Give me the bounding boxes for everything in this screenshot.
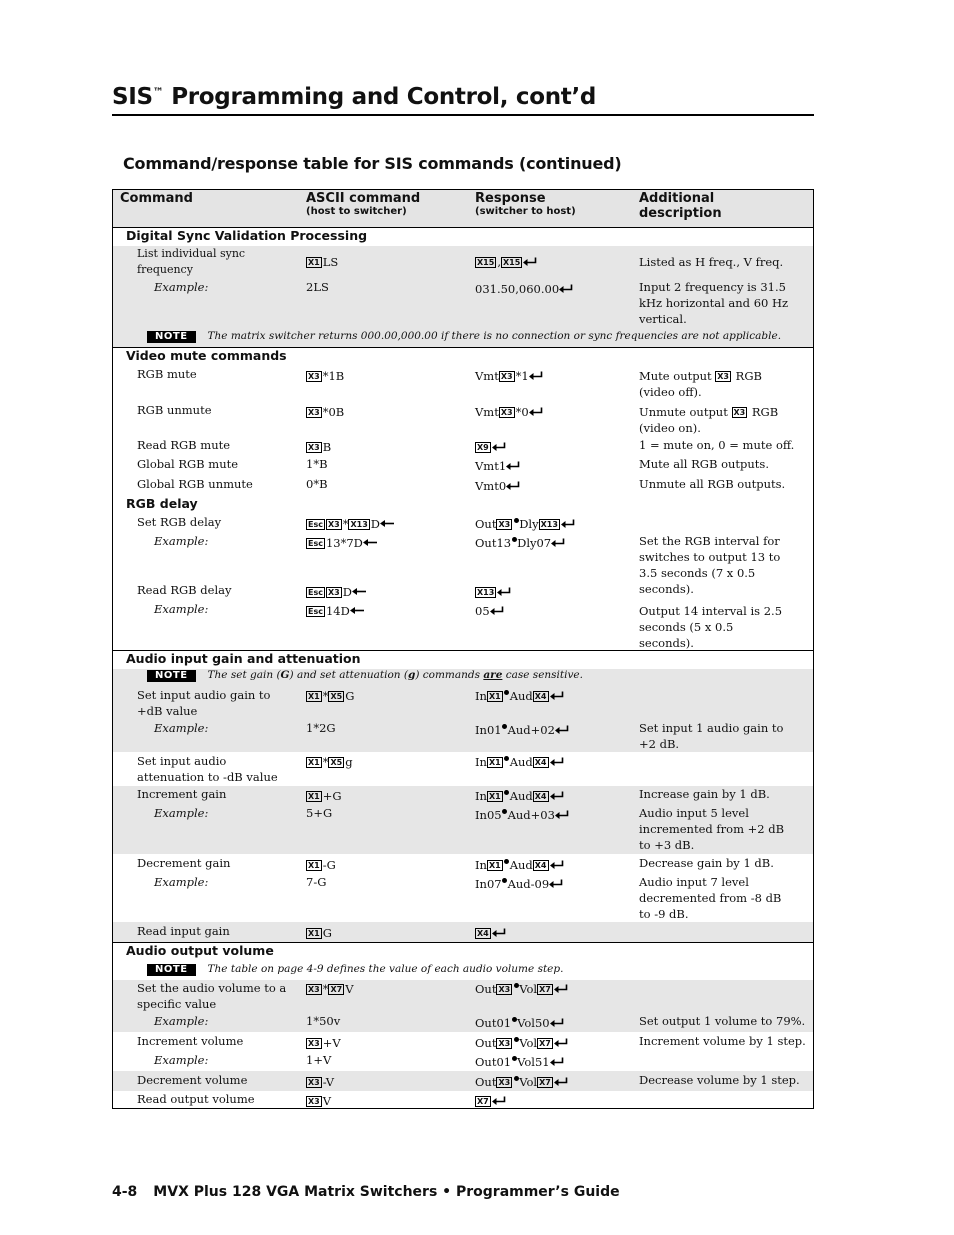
enter-icon bbox=[490, 606, 504, 615]
variable-box: X7 bbox=[330, 985, 343, 994]
enter-icon bbox=[529, 371, 543, 380]
space-dot-icon bbox=[514, 983, 519, 988]
variable-box: X7 bbox=[539, 1078, 551, 1087]
variable-box: X15 bbox=[477, 258, 495, 267]
title-rule bbox=[112, 114, 814, 116]
header-description: Additional description bbox=[639, 191, 722, 221]
variable-box: X3 bbox=[308, 408, 320, 417]
variable-box: X13 bbox=[350, 520, 368, 529]
escape-key-box: Esc bbox=[308, 588, 323, 597]
variable-box: X13 bbox=[540, 520, 558, 529]
variable-box: X4 bbox=[534, 692, 547, 701]
left-arrow-icon bbox=[363, 538, 377, 547]
variable-box: X9 bbox=[477, 443, 489, 452]
section-audio-output: Audio output volume bbox=[126, 943, 274, 958]
space-dot-icon bbox=[502, 809, 507, 814]
footer-title: MVX Plus 128 VGA Matrix Switchers • Programmer’s Guide bbox=[153, 1184, 620, 1200]
space-dot-icon bbox=[504, 859, 509, 864]
note-badge: NOTE bbox=[147, 331, 196, 343]
variable-box: X3 bbox=[498, 985, 511, 994]
variable-box: X1 bbox=[308, 692, 320, 701]
space-dot-icon bbox=[504, 756, 509, 761]
space-dot-icon bbox=[504, 790, 509, 795]
enter-icon bbox=[554, 984, 568, 993]
escape-key-box: Esc bbox=[308, 539, 323, 548]
variable-box: X3 bbox=[500, 408, 513, 417]
variable-box: X3 bbox=[733, 408, 746, 417]
space-dot-icon bbox=[512, 1056, 517, 1061]
left-arrow-icon bbox=[350, 606, 364, 615]
variable-box: X3 bbox=[308, 985, 320, 994]
enter-icon bbox=[492, 442, 506, 451]
enter-icon bbox=[555, 725, 569, 734]
enter-icon bbox=[523, 257, 537, 266]
variable-box: X3 bbox=[308, 372, 320, 381]
variable-box: X7 bbox=[539, 985, 551, 994]
variable-box: X3 bbox=[308, 443, 320, 452]
note-badge: NOTE bbox=[147, 670, 196, 682]
header-response: Response (switcher to host) bbox=[475, 191, 576, 217]
page-number: 4-8 bbox=[112, 1184, 138, 1200]
variable-box: X3 bbox=[308, 1039, 320, 1048]
variable-box: X1 bbox=[308, 929, 320, 938]
header-ascii: ASCII command (host to switcher) bbox=[306, 191, 421, 217]
variable-box: X1 bbox=[308, 792, 320, 801]
variable-box: X1 bbox=[488, 792, 501, 801]
enter-icon bbox=[550, 791, 564, 800]
escape-key-box: Esc bbox=[308, 520, 323, 529]
variable-box: X3 bbox=[498, 1078, 511, 1087]
variable-box: X3 bbox=[327, 588, 340, 597]
variable-box: X1 bbox=[488, 758, 501, 767]
enter-icon bbox=[550, 757, 564, 766]
space-dot-icon bbox=[502, 724, 507, 729]
variable-box: X1 bbox=[308, 758, 320, 767]
space-dot-icon bbox=[514, 1076, 519, 1081]
section-audio-gain: Audio input gain and attenuation bbox=[126, 651, 361, 666]
variable-box: X1 bbox=[488, 692, 501, 701]
variable-box: X7 bbox=[477, 1097, 489, 1106]
variable-box: X3 bbox=[308, 1078, 320, 1087]
enter-icon bbox=[549, 879, 563, 888]
enter-icon bbox=[550, 860, 564, 869]
variable-box: X3 bbox=[498, 1039, 511, 1048]
variable-box: X5 bbox=[330, 692, 343, 701]
enter-icon bbox=[497, 587, 511, 596]
variable-box: X4 bbox=[534, 758, 547, 767]
note-badge: NOTE bbox=[147, 964, 196, 976]
variable-box: X1 bbox=[308, 258, 320, 267]
note-gain: NOTE The set gain (G) and set attenuation (g) commands are case sensitive. bbox=[147, 669, 583, 682]
section-digital-sync: Digital Sync Validation Processing bbox=[126, 228, 368, 243]
section-rgb-delay: RGB delay bbox=[126, 496, 198, 511]
variable-box: X4 bbox=[534, 861, 547, 870]
variable-box: X3 bbox=[308, 1097, 320, 1106]
space-dot-icon bbox=[514, 1037, 519, 1042]
enter-icon bbox=[555, 810, 569, 819]
space-dot-icon bbox=[512, 537, 517, 542]
section-subtitle: Command/response table for SIS commands (continued) bbox=[123, 154, 622, 173]
variable-box: X5 bbox=[330, 758, 343, 767]
space-dot-icon bbox=[514, 518, 519, 523]
variable-box: X1 bbox=[488, 861, 501, 870]
enter-icon bbox=[492, 1096, 506, 1105]
enter-icon bbox=[506, 461, 520, 470]
enter-icon bbox=[551, 538, 565, 547]
page-footer bbox=[112, 1184, 620, 1200]
table-header bbox=[113, 190, 813, 228]
enter-icon bbox=[550, 1057, 564, 1066]
left-arrow-icon bbox=[380, 519, 394, 528]
variable-box: X7 bbox=[539, 1039, 551, 1048]
enter-icon bbox=[550, 1018, 564, 1027]
command-table: Command ASCII command (host to switcher) Response (switcher to host) Additional description Digital Sync Validation Processing List individual sync frequency X1 LS X15 , X15 Listed as H freq., V freq. Example: 2LS 031.50,060.00 Input 2 frequency is 31.5 kHz horizontal and 60 Hz vertical. NOTE The matrix switcher returns 000.00,000.00 if there is no connection or sync frequencies are not applicable. Video mute commands RGB mute X3 *1B Vmt X3 *1 Mute output X3 RGB (video off). RGB unmute X3 *0B Vmt X3 *0 Unmute output X3 RGB (video on). Read RGB mute X3 B X9 1 = mute on, 0 = mute off. Global RGB mute 1*B Vmt1 Mute all RGB outputs. Global RGB unmute 0*B Vmt0 Unmute all RGB outputs. RGB delay Set RGB delay Esc X3 * X13 D Out X3 Dly X13 Example: Esc 13*7D Out13 Dly07 Set the RGB interval for switches to output 13 to 3.5 seconds (7 x 0.5 seconds). Read RGB delay Esc X3 D X13 Example: Esc 14D 05 Output 14 interval is 2.5 seconds (5 x 0.5 seconds). Audio input gain and attenuation NOTE The set gain (G) and set attenuation (g) commands are case sensitive. Set input audio gain to +dB value X1 * X5 G In X1 Aud X4 Example: 1*2G In01 Aud+02 Set input 1 audio gain to +2 dB. Set input audio attenuation to -dB value X1 * X5 g In X1 Aud X4 Increment gain X1 +G In X1 Aud X4 Increase gain by 1 dB. Example: 5+G In05 Aud+03 Audio input 5 level incremented from +2 dB to +3 dB. Decrement gain X1 -G In X1 Aud X4 Decrease gain by 1 dB. Example: 7-G In07 Aud-09 Audio input 7 level decremented from -8 dB to -9 dB. Read input gain X1 G X4 Audio output volume NOTE The table on page 4-9 defines the value of each audio volume step. Set the audio volume to a specific value X3 * X7 V Out X3 Vol X7 Example: 1*50v Out01 Vol50 Set output 1 volume to 79%. Increment volume X3 +V Out X3 Vol X7 Increment volume by 1 step. Example: 1+V Out01 Vol51 Decrement volume X3 -V Out X3 Vol X7 Decrease volume by 1 step. Read output volume X3 V X7 bbox=[112, 189, 814, 1109]
variable-box: X3 bbox=[498, 520, 511, 529]
enter-icon bbox=[554, 1077, 568, 1086]
variable-box: X3 bbox=[717, 372, 729, 381]
enter-icon bbox=[554, 1038, 568, 1047]
variable-box: X4 bbox=[534, 792, 547, 801]
escape-key-box: Esc bbox=[308, 607, 323, 616]
space-dot-icon bbox=[504, 690, 509, 695]
enter-icon bbox=[550, 691, 564, 700]
note-sync: NOTE The matrix switcher returns 000.00,000.00 if there is no connection or sync frequencies are not applicable. bbox=[147, 330, 781, 343]
enter-icon bbox=[559, 284, 573, 293]
space-dot-icon bbox=[512, 1017, 517, 1022]
header-command: Command bbox=[120, 191, 193, 206]
page-title: SIS™ Programming and Control, cont’d bbox=[112, 84, 597, 110]
note-volume: NOTE The table on page 4-9 defines the value of each audio volume step. bbox=[147, 963, 563, 976]
variable-box: X13 bbox=[477, 588, 495, 597]
variable-box: X1 bbox=[308, 861, 320, 870]
variable-box: X15 bbox=[502, 258, 521, 267]
enter-icon bbox=[561, 519, 575, 528]
space-dot-icon bbox=[502, 878, 507, 883]
enter-icon bbox=[506, 481, 520, 490]
enter-icon bbox=[492, 928, 506, 937]
variable-box: X3 bbox=[327, 520, 340, 529]
enter-icon bbox=[529, 407, 543, 416]
variable-box: X3 bbox=[500, 372, 513, 381]
left-arrow-icon bbox=[352, 587, 366, 596]
variable-box: X4 bbox=[477, 929, 489, 938]
section-video-mute: Video mute commands bbox=[126, 348, 287, 363]
